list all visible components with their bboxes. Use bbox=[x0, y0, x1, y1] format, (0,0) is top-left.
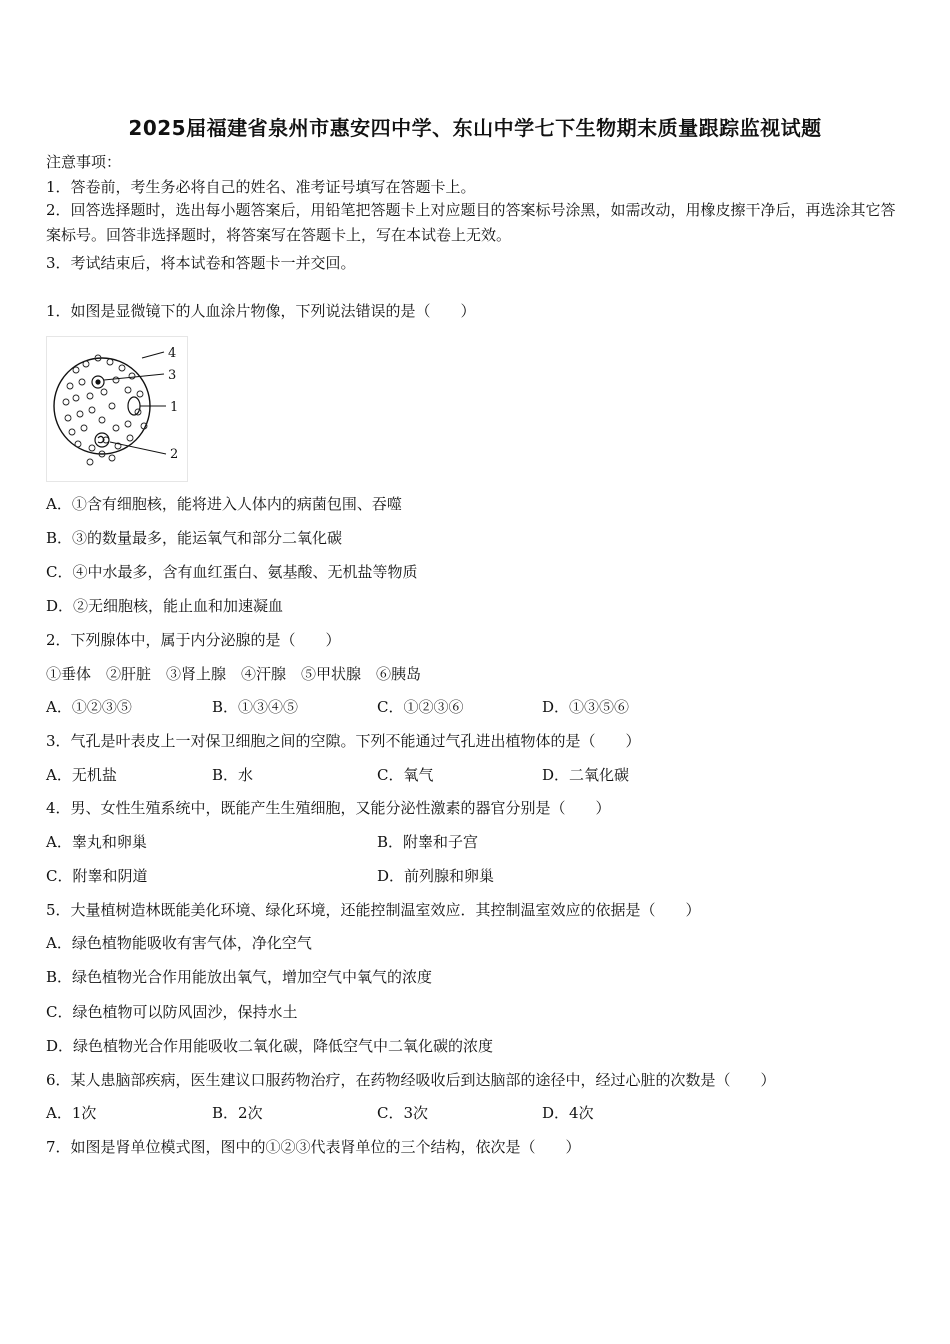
exam-title: 2025届福建省泉州市惠安四中学、东山中学七下生物期末质量跟踪监视试题 bbox=[128, 116, 822, 140]
q6-option-d: D．4次 bbox=[542, 1104, 594, 1122]
note-item-1: 1．答卷前，考生务必将自己的姓名、准考证号填写在答题卡上。 bbox=[46, 178, 476, 196]
q2-option-c: C．①②③⑥ bbox=[377, 698, 464, 716]
notes-heading: 注意事项： bbox=[46, 153, 122, 171]
q5-option-d: D．绿色植物光合作用能吸收二氧化碳，降低空气中二氧化碳的浓度 bbox=[46, 1037, 494, 1055]
q5-option-b: B．绿色植物光合作用能放出氧气，增加空气中氧气的浓度 bbox=[46, 968, 433, 986]
q1-option-c: C．④中水最多，含有血红蛋白、氨基酸、无机盐等物质 bbox=[46, 563, 418, 581]
question-6-stem: 6．某人患脑部疾病，医生建议口服药物治疗，在药物经吸收后到达脑部的途径中，经过心脏的次数是（ ） bbox=[46, 1071, 776, 1089]
q1-option-a: A．①含有细胞核，能将进入人体内的病菌包围、吞噬 bbox=[46, 495, 402, 513]
q3-option-d: D．二氧化碳 bbox=[542, 766, 630, 784]
note-item-3: 3．考试结束后，将本试卷和答题卡一并交回。 bbox=[46, 254, 356, 272]
question-7-stem: 7．如图是肾单位模式图，图中的①②③代表肾单位的三个结构，依次是（ ） bbox=[46, 1138, 581, 1156]
q5-option-a: A．绿色植物能吸收有害气体，净化空气 bbox=[46, 934, 312, 952]
q2-option-d: D．①③⑤⑥ bbox=[542, 698, 630, 716]
q1-option-d: D．②无细胞核，能止血和加速凝血 bbox=[46, 597, 284, 615]
question-5-stem: 5．大量植树造林既能美化环境、绿化环境，还能控制温室效应．其控制温室效应的依据是（ ） bbox=[46, 901, 701, 919]
q1-option-b: B．③的数量最多，能运氧气和部分二氧化碳 bbox=[46, 529, 343, 547]
question-2-stem: 2．下列腺体中，属于内分泌腺的是（ ） bbox=[46, 631, 341, 649]
figure-label-1: 1 bbox=[170, 400, 179, 415]
note-item-2: 2．回答选择题时，选出每小题答案后，用铅笔把答题卡上对应题目的答案标号涂黑，如需改动，用橡皮擦干净后，再选涂其它答案标号。回答非选择题时，将答案写在答题卡上，写在本试卷上无效。 bbox=[46, 201, 896, 244]
question-3-stem: 3．气孔是叶表皮上一对保卫细胞之间的空隙。下列不能通过气孔进出植物体的是（ ） bbox=[46, 732, 641, 750]
q4-option-c: C．附睾和阴道 bbox=[46, 867, 148, 885]
figure-label-2: 2 bbox=[170, 447, 179, 462]
q4-option-d: D．前列腺和卵巢 bbox=[377, 867, 495, 885]
q4-option-a: A．睾丸和卵巢 bbox=[46, 833, 147, 851]
blood-smear-figure bbox=[46, 336, 188, 482]
figure-label-4: 4 bbox=[168, 346, 177, 361]
q5-option-c: C．绿色植物可以防风固沙，保持水土 bbox=[46, 1003, 298, 1021]
q3-option-a: A．无机盐 bbox=[46, 766, 117, 784]
q3-option-b: B．水 bbox=[212, 766, 254, 784]
q2-option-b: B．①③④⑤ bbox=[212, 698, 299, 716]
q2-option-a: A．①②③⑤ bbox=[46, 698, 132, 716]
figure-label-3: 3 bbox=[168, 368, 177, 383]
question-4-stem: 4．男、女性生殖系统中，既能产生生殖细胞，又能分泌性激素的器官分别是（ ） bbox=[46, 799, 611, 817]
q3-option-c: C．氧气 bbox=[377, 766, 434, 784]
q6-option-c: C．3次 bbox=[377, 1104, 429, 1122]
question-2-glands: ①垂体 ②肝脏 ③肾上腺 ④汗腺 ⑤甲状腺 ⑥胰岛 bbox=[46, 665, 422, 683]
q6-option-b: B．2次 bbox=[212, 1104, 263, 1122]
question-1-stem: 1．如图是显微镜下的人血涂片物像，下列说法错误的是（ ） bbox=[46, 302, 476, 320]
q6-option-a: A．1次 bbox=[46, 1104, 97, 1122]
q4-option-b: B．附睾和子宫 bbox=[377, 833, 479, 851]
